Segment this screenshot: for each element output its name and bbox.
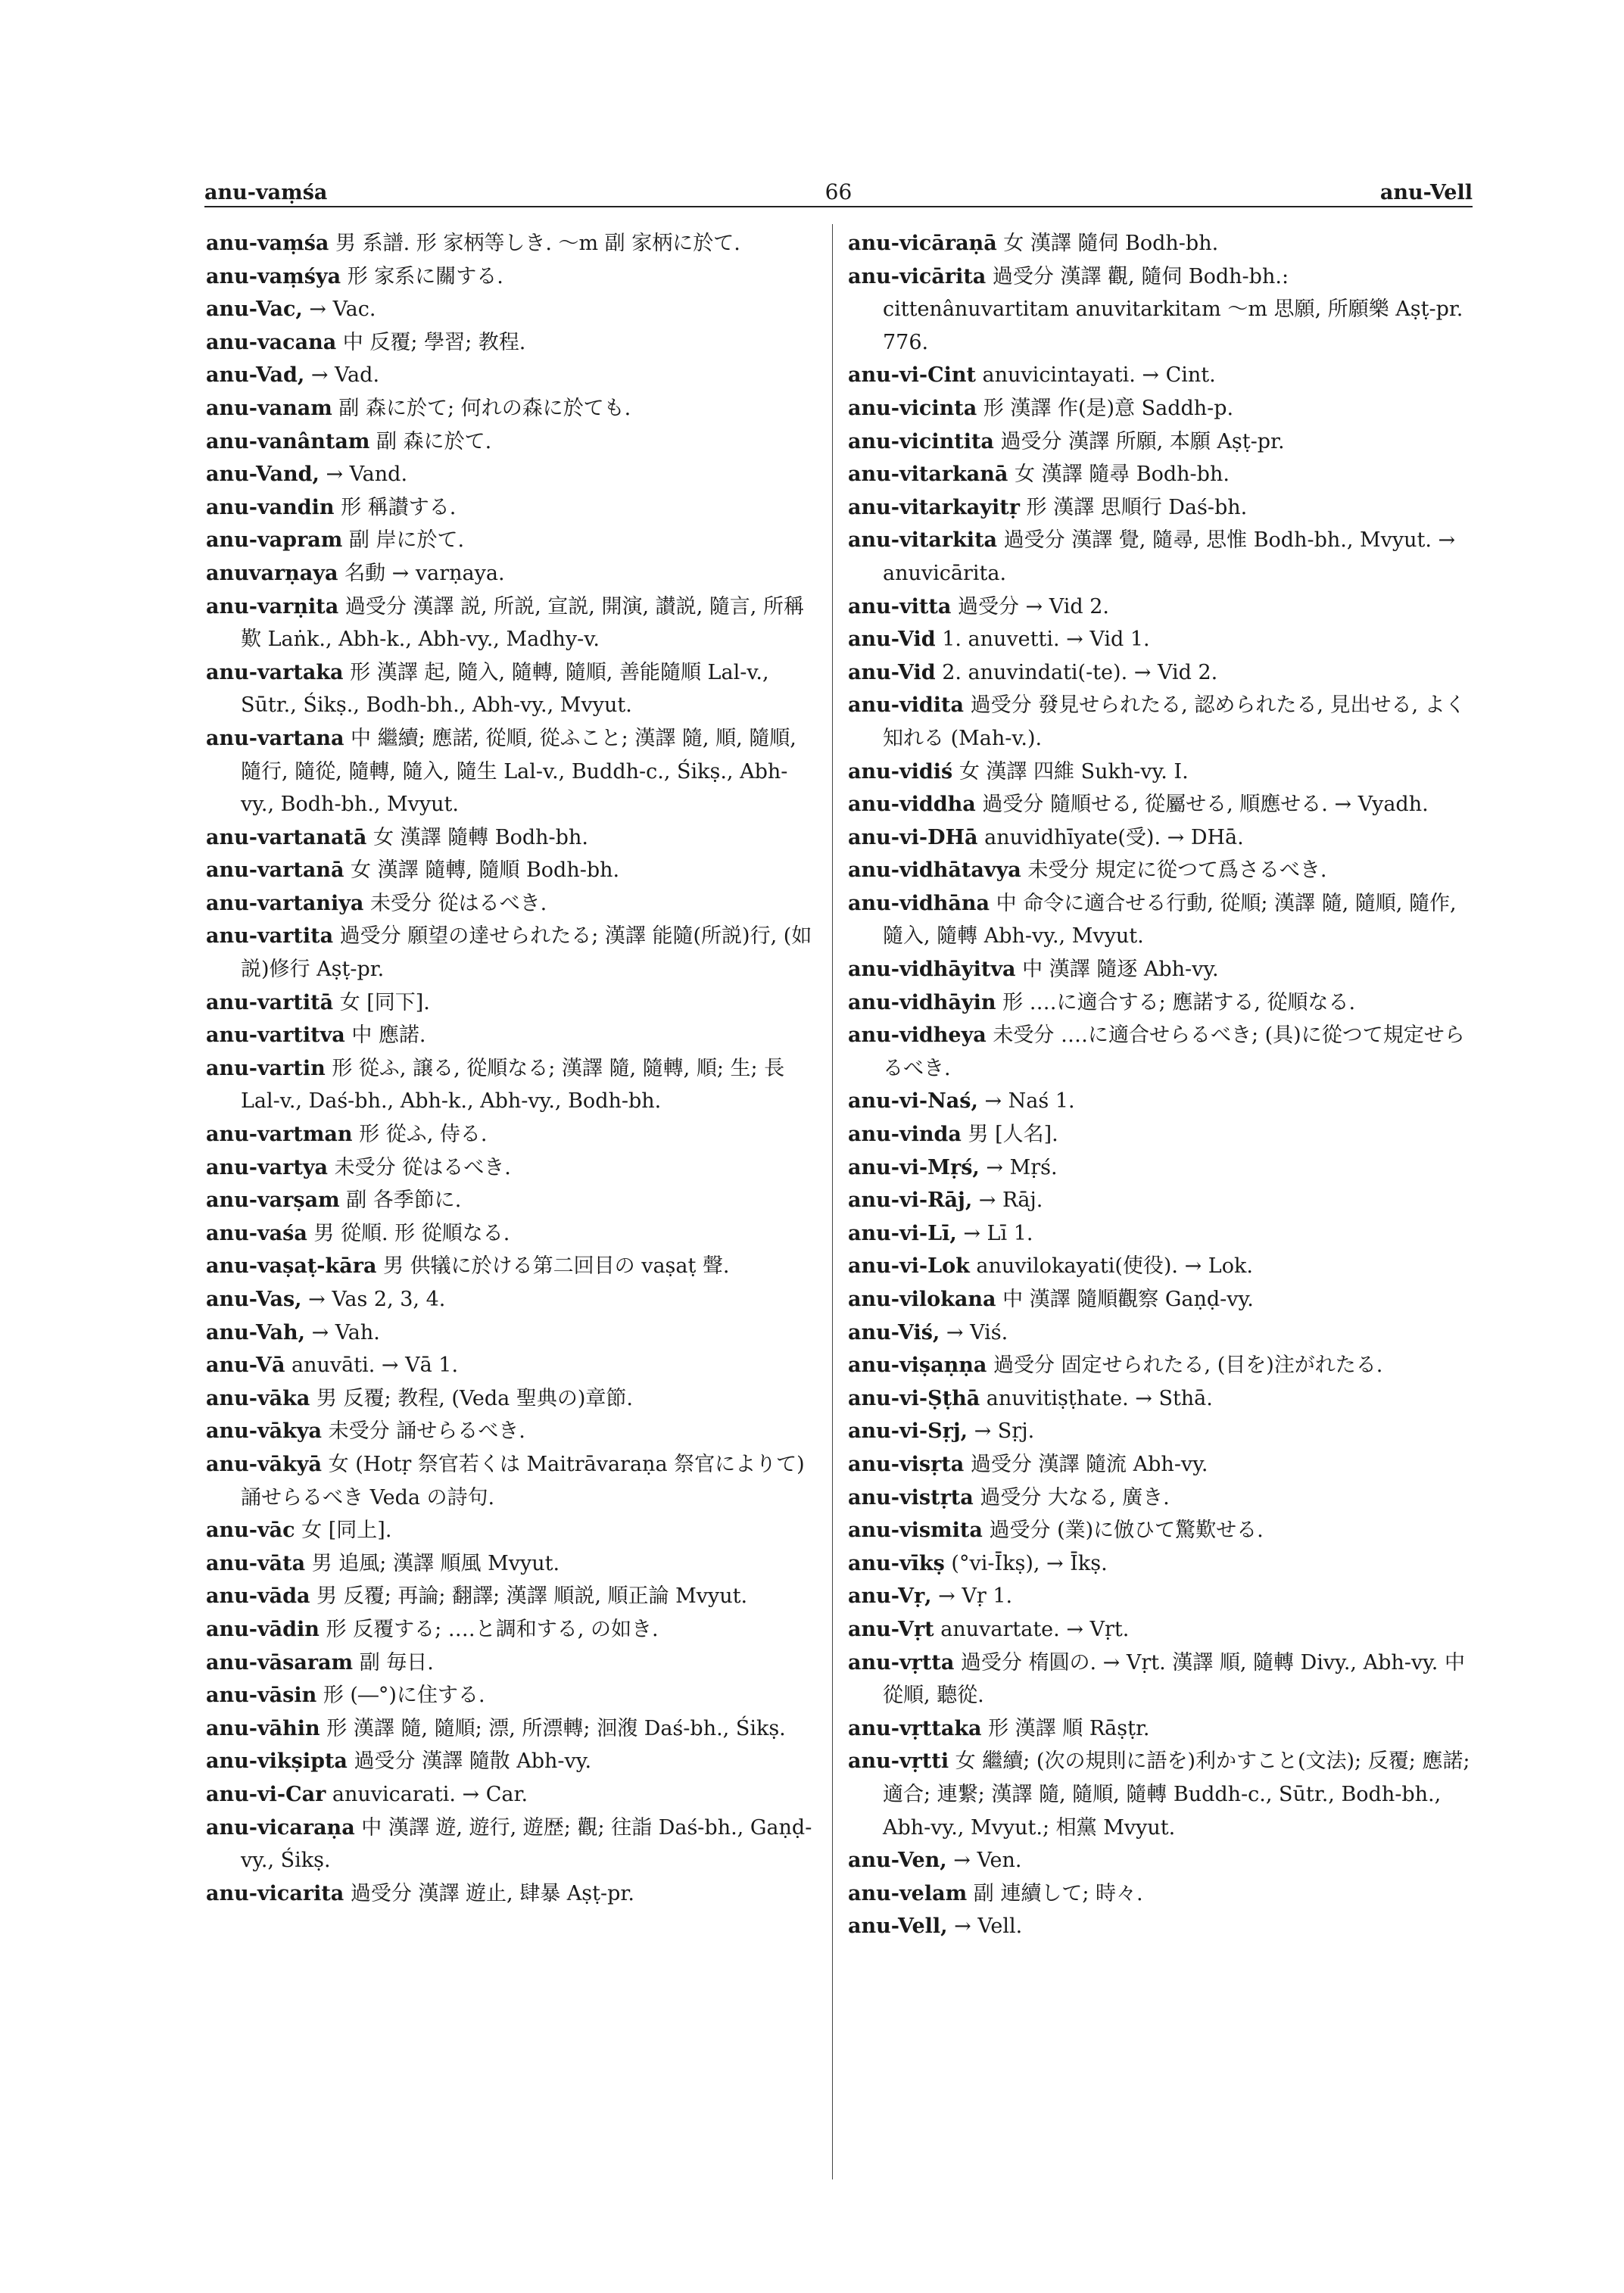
entry-headword: anu-vikṣipta [206, 1749, 348, 1774]
dictionary-entry: anu-vāsaram 副 毎日. [206, 1650, 434, 1675]
dictionary-entry: anu-velam 副 連續して; 時々. [848, 1881, 1143, 1905]
entry-headword: anu-Vṛt [848, 1617, 934, 1641]
entry-headword: anu-vṛtti [848, 1749, 949, 1774]
entry-headword: anu-vitarkayitṛ [848, 495, 1020, 519]
dictionary-entry: anu-vartya 未受分 從はるべき. [206, 1155, 511, 1179]
header-left-headword: anu-vaṃśa [204, 181, 328, 204]
dictionary-entry: anu-vandin 形 稱讃する. [206, 495, 457, 519]
dictionary-entry: anu-vākya 未受分 誦せらるべき. [206, 1419, 525, 1444]
entry-headword: anu-vicaraṇa [206, 1815, 355, 1840]
entry-headword: anu-vaṃśa [206, 232, 329, 255]
entry-headword: anu-vitarkanā [848, 463, 1008, 487]
entry-headword: anu-Vṛ, [848, 1584, 932, 1609]
entry-headword: anu-vīkṣ [848, 1551, 945, 1575]
entry-headword: anu-vilokana [848, 1288, 996, 1311]
entry-headword: anu-vitarkita [848, 528, 998, 553]
column-divider [832, 224, 833, 2179]
entry-headword: anu-vi-Ṣṭhā [848, 1386, 980, 1410]
page-number: 66 [824, 179, 853, 204]
dictionary-entry: anu-vismita 過受分 (業)に倣ひて驚歎せる. [848, 1519, 1264, 1543]
dictionary-entry: anu-vi-Sṛj, → Sṛj. [848, 1419, 1035, 1444]
dictionary-entry: anu-vi-Car anuvicarati. → Car. [206, 1782, 528, 1806]
dictionary-entry: anu-Vṛt anuvartate. → Vṛt. [848, 1617, 1130, 1641]
entry-headword: anu-vaśa [206, 1221, 307, 1245]
dictionary-entry: anu-Viś, → Viś. [848, 1320, 1008, 1344]
entry-headword: anu-vartanā [206, 858, 344, 883]
dictionary-entry: anu-vīkṣ (°vi-Īkṣ), → Īkṣ. [848, 1551, 1108, 1575]
entry-headword: anu-vicinta [848, 396, 977, 420]
entry-headword: anu-vādin [206, 1617, 320, 1641]
dictionary-entry: anu-Vah, → Vah. [206, 1320, 380, 1344]
entry-headword: anu-vi-Sṛj, [848, 1419, 968, 1444]
dictionary-entry: anu-Vid 2. anuvindati(-te). → Vid 2. [848, 660, 1218, 684]
left-column [206, 227, 816, 2179]
dictionary-entry: anu-vanântam 副 森に於て. [206, 429, 492, 453]
entry-headword: anu-Vand, [206, 463, 320, 487]
dictionary-entry: anu-visṛta 過受分 漢譯 隨流 Abh-vy. [848, 1452, 1208, 1476]
entry-headword: anu-vi-Naś, [848, 1089, 978, 1114]
dictionary-entry: anu-vi-Rāj, → Rāj. [848, 1189, 1043, 1213]
entry-headword: anu-vartana [206, 726, 344, 750]
entry-headword: anu-vicārita [848, 264, 987, 288]
dictionary-entry: anu-vartaniya 未受分 從はるべき. [206, 891, 547, 915]
entry-headword: anu-varṇita [206, 594, 339, 618]
entry-headword: anu-Vid [848, 628, 936, 652]
entry-headword: anu-Vas, [206, 1288, 302, 1311]
entry-headword: anu-vidheya [848, 1023, 987, 1048]
dictionary-entry: anu-vidhāna 中 命令に適合せる行動, 從順; 漢譯 隨, 隨順, 隨作, 隨入, 隨轉 Abh-vy., Mvyut. [848, 891, 1457, 949]
header-rule [204, 206, 1473, 207]
entry-headword: anu-vicāraṇā [848, 232, 997, 255]
dictionary-entry: anu-vartana 中 繼續; 應諾, 從順, 從ふこと; 漢譯 隨, 順, 隨順, 隨行, 隨從, 隨轉, 隨入, 隨生 Lal-v., Buddh-c., Śikṣ., Abh-vy., Bodh-bh., Mvyut. [206, 726, 796, 817]
dictionary-entry: anu-Vid 1. anuvetti. → Vid 1. [848, 628, 1150, 652]
dictionary-entry: anu-vartman 形 從ふ, 侍る. [206, 1123, 488, 1147]
entry-headword: anu-vapram [206, 528, 343, 553]
entry-headword: anu-vi-DHā [848, 825, 978, 849]
entry-headword: anu-vi-Lī, [848, 1221, 957, 1245]
entry-headword: anu-vi-Cint [848, 363, 976, 388]
entry-headword: anu-vandin [206, 495, 335, 519]
entry-headword: anu-vartaka [206, 660, 344, 684]
entry-headword: anu-Vac, [206, 298, 303, 322]
dictionary-entry: anu-varṣam 副 各季節に. [206, 1189, 462, 1213]
entry-headword: anu-varṣam [206, 1189, 340, 1213]
dictionary-entry: anu-Vas, → Vas 2, 3, 4. [206, 1288, 446, 1311]
entry-headword: anu-vidiś [848, 759, 953, 784]
dictionary-entry: anu-viṣaṇṇa 過受分 固定せられたる, (目を)注がれたる. [848, 1354, 1383, 1378]
dictionary-entry: anu-vi-Lok anuvilokayati(使役). → Lok. [848, 1254, 1253, 1279]
dictionary-entry: anu-vapram 副 岸に於て. [206, 528, 465, 553]
dictionary-entry: anu-vidhāyitva 中 漢譯 隨逐 Abh-vy. [848, 958, 1219, 982]
dictionary-entry: anu-vartanatā 女 漢譯 隨轉 Bodh-bh. [206, 825, 588, 849]
entry-headword: anu-Vad, [206, 363, 305, 388]
dictionary-entry: anu-vitarkayitṛ 形 漢譯 思順行 Daś-bh. [848, 495, 1248, 519]
dictionary-entry: anu-Vṛ, → Vṛ 1. [848, 1584, 1013, 1609]
dictionary-entry: anu-varṇita 過受分 漢譯 説, 所説, 宣説, 開演, 讃説, 隨言, 所稱歎 Laṅk., Abh-k., Abh-vy., Madhy-v. [206, 594, 804, 652]
dictionary-entry: anu-vidheya 未受分 ‥‥に適合せらるべき; (具)に從つて規定せらるべき. [848, 1023, 1465, 1080]
entry-headword: anu-vartanatā [206, 825, 367, 849]
dictionary-entry: anu-vaṣaṭ-kāra 男 供犠に於ける第二回目の vaṣaṭ 聲. [206, 1254, 730, 1279]
entry-headword: anu-vāda [206, 1584, 310, 1609]
entry-headword: anu-Vell, [848, 1914, 948, 1939]
entry-headword: anu-vi-Car [206, 1782, 326, 1806]
dictionary-entry: anu-vaṃśya 形 家系に關する. [206, 264, 503, 288]
entry-headword: anu-vartita [206, 924, 334, 949]
entry-headword: anu-vidhāyin [848, 990, 996, 1014]
dictionary-entry: anu-vaśa 男 從順. 形 從順なる. [206, 1221, 510, 1245]
entry-headword: anu-vacana [206, 330, 337, 354]
dictionary-entry: anuvarṇaya 名動 → varṇaya. [206, 561, 505, 585]
dictionary-entry: anu-vṛtti 女 繼續; (次の規則に語を)利かすこと(文法); 反覆; 應諾; 適合; 連繋; 漢譯 隨, 隨順, 隨轉 Buddh-c., Sūtr., Bodh-bh., Abh-vy., Mvyut.; 相黨 Mvyut. [848, 1749, 1470, 1840]
dictionary-entry: anu-vicinta 形 漢譯 作(是)意 Saddh-p. [848, 396, 1234, 420]
entry-headword: anu-vi-Lok [848, 1254, 970, 1279]
dictionary-entry: anu-vartitā 女 [同下]. [206, 990, 430, 1014]
entry-headword: anu-vanam [206, 396, 332, 420]
entry-headword: anu-Viś, [848, 1320, 940, 1344]
entry-headword: anuvarṇaya [206, 561, 338, 585]
right-column [848, 227, 1473, 2179]
dictionary-entry: anu-vistṛta 過受分 大なる, 廣き. [848, 1485, 1170, 1509]
dictionary-entry: anu-vāta 男 追風; 漢譯 順風 Mvyut. [206, 1551, 560, 1575]
entry-headword: anu-vartitā [206, 990, 334, 1014]
dictionary-entry: anu-viddha 過受分 隨順せる, 從屬せる, 順應せる. → Vyadh. [848, 793, 1429, 817]
entry-headword: anu-velam [848, 1881, 968, 1905]
dictionary-entry: anu-vaṃśa 男 系譜. 形 家柄等しき. ～m 副 家柄に於て. [206, 232, 740, 255]
entry-headword: anu-vistṛta [848, 1485, 974, 1509]
dictionary-entry: anu-vartitva 中 應諾. [206, 1023, 426, 1048]
dictionary-entry: anu-vartita 過受分 願望の達せられたる; 漢譯 能隨(所説)行, (如説)修行 Aṣṭ-pr. [206, 924, 812, 982]
entry-headword: anu-vṛtta [848, 1650, 955, 1675]
dictionary-entry: anu-vidiś 女 漢譯 四維 Sukh-vy. I. [848, 759, 1189, 784]
dictionary-entry: anu-vicarita 過受分 漢譯 遊止, 肆暴 Aṣṭ-pr. [206, 1881, 634, 1905]
dictionary-entry: anu-Vell, → Vell. [848, 1914, 1023, 1939]
entry-headword: anu-vartaniya [206, 891, 364, 915]
dictionary-entry: anu-vitarkita 過受分 漢譯 覺, 隨尋, 思惟 Bodh-bh., Mvyut. → anuvicārita. [848, 528, 1456, 585]
dictionary-entry: anu-vi-Cint anuvicintayati. → Cint. [848, 363, 1216, 388]
entry-headword: anu-vi-Rāj, [848, 1189, 973, 1213]
entry-headword: anu-vāta [206, 1551, 306, 1575]
entry-headword: anu-vanântam [206, 429, 370, 453]
dictionary-entry: anu-vāc 女 [同上]. [206, 1519, 392, 1543]
dictionary-entry: anu-vidhāyin 形 ‥‥に適合する; 應諾する, 從順なる. [848, 990, 1356, 1014]
entry-headword: anu-vicintita [848, 429, 994, 453]
dictionary-entry: anu-vi-DHā anuvidhīyate(受). → DHā. [848, 825, 1244, 849]
dictionary-entry: anu-vilokana 中 漢譯 隨順觀察 Gaṇḍ-vy. [848, 1288, 1254, 1311]
dictionary-entry: anu-vādin 形 反覆する; ‥‥と調和する, の如き. [206, 1617, 659, 1641]
entry-headword: anu-vṛttaka [848, 1716, 982, 1740]
entry-headword: anu-visṛta [848, 1452, 965, 1476]
entry-headword: anu-vaṃśya [206, 264, 341, 288]
dictionary-entry: anu-vicārita 過受分 漢譯 觀, 隨伺 Bodh-bh.: cittenânuvartitam anuvitarkitam ～m 思願, 所願樂 Aṣṭ-pr. 776. [848, 264, 1463, 354]
dictionary-entry: anu-vartanā 女 漢譯 隨轉, 隨順 Bodh-bh. [206, 858, 620, 883]
dictionary-entry: anu-vidita 過受分 發見せられたる, 認められたる, 見出せる, よく知れる (Mah-v.). [848, 693, 1466, 750]
dictionary-entry: anu-vi-Naś, → Naś 1. [848, 1089, 1075, 1114]
entry-headword: anu-vartin [206, 1056, 326, 1080]
dictionary-entry: anu-Vac, → Vac. [206, 298, 376, 322]
dictionary-entry: anu-vikṣipta 過受分 漢譯 隨散 Abh-vy. [206, 1749, 592, 1774]
dictionary-entry: anu-vinda 男 [人名]. [848, 1123, 1058, 1147]
dictionary-entry: anu-vāsin 形 (―°)に住する. [206, 1684, 485, 1708]
entry-headword: anu-viṣaṇṇa [848, 1354, 987, 1378]
dictionary-entry: anu-vicintita 過受分 漢譯 所願, 本願 Aṣṭ-pr. [848, 429, 1285, 453]
dictionary-entry: anu-vanam 副 森に於て; 何れの森に於ても. [206, 396, 631, 420]
entry-headword: anu-viddha [848, 793, 976, 817]
entry-headword: anu-vartitva [206, 1023, 345, 1048]
entry-headword: anu-vidhāna [848, 891, 990, 915]
dictionary-entry: anu-vi-Lī, → Lī 1. [848, 1221, 1033, 1245]
entry-headword: anu-vidhātavya [848, 858, 1021, 883]
entry-headword: anu-vāsaram [206, 1650, 354, 1675]
dictionary-entry: anu-vṛttaka 形 漢譯 順 Rāṣṭr. [848, 1716, 1150, 1740]
entry-headword: anu-vitta [848, 594, 952, 618]
entry-headword: anu-vaṣaṭ-kāra [206, 1254, 377, 1279]
entry-headword: anu-vākya [206, 1419, 323, 1444]
dictionary-entry: anu-vāhin 形 漢譯 隨, 隨順; 漂, 所漂轉; 洄澓 Daś-bh., Śikṣ. [206, 1716, 786, 1740]
dictionary-entry: anu-vitta 過受分 → Vid 2. [848, 594, 1110, 618]
dictionary-entry: anu-Vā anuvāti. → Vā 1. [206, 1354, 459, 1378]
entry-headword: anu-vidita [848, 693, 965, 718]
entry-headword: anu-vartya [206, 1155, 329, 1179]
entry-headword: anu-Ven, [848, 1849, 947, 1873]
dictionary-entry: anu-Vad, → Vad. [206, 363, 380, 388]
entry-headword: anu-vāc [206, 1519, 295, 1543]
dictionary-entry: anu-vartin 形 從ふ, 譲る, 從順なる; 漢譯 隨, 隨轉, 順; 生; 長 Lal-v., Daś-bh., Abh-k., Abh-vy., Bodh-bh. [206, 1056, 785, 1114]
entry-headword: anu-Vah, [206, 1320, 305, 1344]
dictionary-entry: anu-Ven, → Ven. [848, 1849, 1022, 1873]
dictionary-entry: anu-vi-Ṣṭhā anuvitiṣṭhate. → Sthā. [848, 1386, 1213, 1410]
entry-headword: anu-Vid [848, 660, 936, 684]
entry-headword: anu-vākyā [206, 1452, 323, 1476]
dictionary-entry: anu-vacana 中 反覆; 學習; 教程. [206, 330, 526, 354]
entry-headword: anu-vartman [206, 1123, 353, 1147]
entry-headword: anu-vismita [848, 1519, 983, 1543]
entry-headword: anu-vidhāyitva [848, 958, 1016, 982]
dictionary-entry: anu-vidhātavya 未受分 規定に從つて爲さるべき. [848, 858, 1327, 883]
dictionary-entry: anu-vākyā 女 (Hotṛ 祭官若くは Maitrāvaraṇa 祭官によりて)誦せらるべき Veda の詩句. [206, 1452, 805, 1509]
dictionary-entry: anu-vartaka 形 漢譯 起, 隨入, 隨轉, 隨順, 善能隨順 Lal-v., Sūtr., Śikṣ., Bodh-bh., Abh-vy., Mvyut. [206, 660, 769, 718]
entry-headword: anu-Vā [206, 1354, 285, 1378]
dictionary-entry: anu-vāka 男 反覆; 教程, (Veda 聖典の)章節. [206, 1386, 633, 1410]
entry-headword: anu-vi-Mṛś, [848, 1155, 980, 1179]
dictionary-entry: anu-vi-Mṛś, → Mṛś. [848, 1155, 1058, 1179]
entry-headword: anu-vāsin [206, 1684, 317, 1708]
header-right-headword: anu-Vell [1379, 181, 1473, 204]
dictionary-entry: anu-vitarkanā 女 漢譯 隨尋 Bodh-bh. [848, 463, 1230, 487]
dictionary-entry: anu-Vand, → Vand. [206, 463, 408, 487]
page-header [204, 168, 1473, 204]
dictionary-entry: anu-vṛtta 過受分 楕圓の. → Vṛt. 漢譯 順, 隨轉 Divy., Abh-vy. 中 從順, 聽從. [848, 1650, 1465, 1708]
dictionary-entry: anu-vicaraṇa 中 漢譯 遊, 遊行, 遊歴; 觀; 往詣 Daś-bh., Gaṇḍ-vy., Śikṣ. [206, 1815, 812, 1873]
entry-headword: anu-vinda [848, 1123, 962, 1147]
entry-headword: anu-vāhin [206, 1716, 320, 1740]
entry-headword: anu-vāka [206, 1386, 310, 1410]
dictionary-entry: anu-vāda 男 反覆; 再論; 翻譯; 漢譯 順説, 順正論 Mvyut. [206, 1584, 748, 1609]
dictionary-entry: anu-vicāraṇā 女 漢譯 隨伺 Bodh-bh. [848, 232, 1219, 255]
entry-headword: anu-vicarita [206, 1881, 344, 1905]
